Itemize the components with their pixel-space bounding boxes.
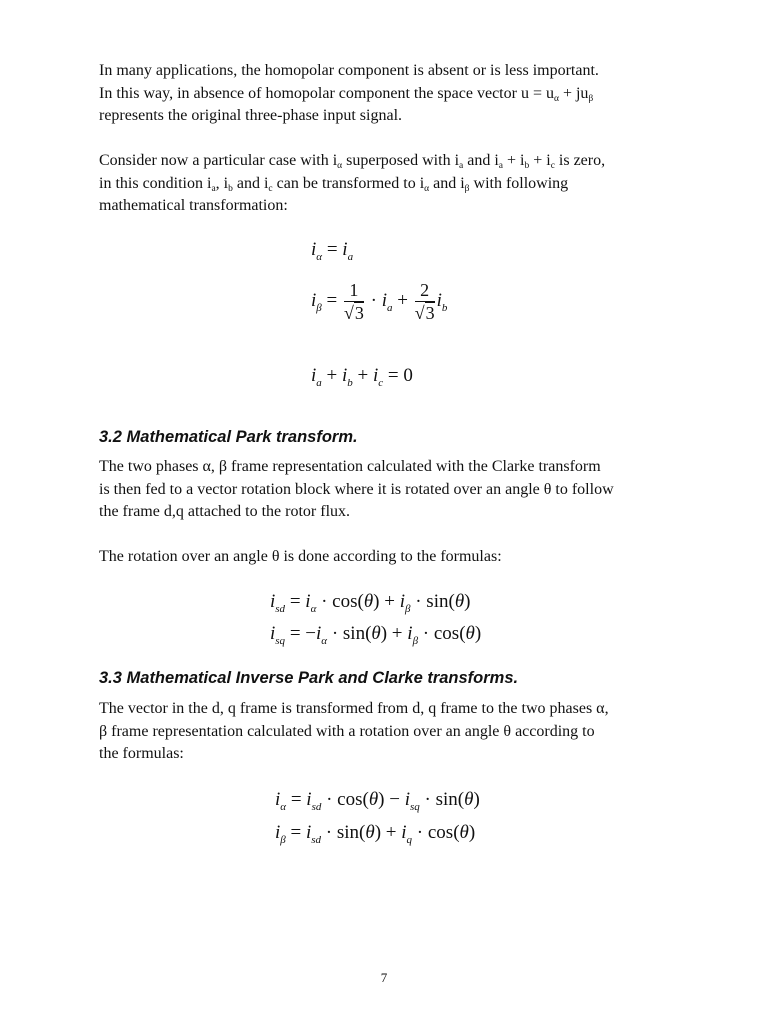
- text-line: the formulas:: [99, 745, 184, 762]
- text-line: β frame representation calculated with a rotation over an angle θ according to: [99, 722, 595, 740]
- text-line: is then fed to a vector rotation block where it is rotated over an angle θ to follow: [99, 480, 614, 498]
- text-line: represents the original three-phase input signal.: [99, 107, 403, 124]
- equation-i-beta: $i_\beta$ = $\frac{1}{√3}$ · $i_a$ + $\frac{2}{√3}$ $i_b$: [311, 280, 448, 323]
- equation-currents-sum: $i_a + i_b + i_c = 0$: [311, 365, 413, 389]
- fraction-2-over-sqrt3: $\frac{2}{√3}$: [414, 280, 435, 323]
- text-line: Consider now a particular case with $i_\alpha$ superposed with $i_a$ and $i_a + i_b + i_c$ is zero,: [99, 152, 606, 171]
- text-line: mathematical transformation:: [99, 197, 288, 214]
- sqrt-icon: √: [343, 303, 354, 323]
- section-heading-inverse: 3.3 Mathematical Inverse Park and Clarke transforms.: [99, 669, 519, 687]
- equation-inv-i-alpha: $i_\alpha = i_{sd} \cdot \cos(\theta) - i_{sq} \cdot \sin(\theta)$: [275, 789, 480, 813]
- paragraph-rotation: [99, 546, 674, 569]
- paragraph-park: [99, 456, 674, 524]
- equation-i-sq: $i_{sq} = -i_\alpha \cdot \sin(\theta) + i_\beta \cdot \cos(\theta)$: [270, 623, 482, 647]
- sqrt-icon: √: [414, 303, 425, 323]
- page-number: 7: [380, 970, 388, 985]
- text-line: In this way, in absence of homopolar component the space vector $u = u_\alpha + ju_\beta$: [99, 84, 594, 104]
- text-line: In many applications, the homopolar component is absent or is less important.: [99, 62, 599, 79]
- text-line: The vector in the d, q frame is transformed from d, q frame to the two phases α,: [99, 700, 609, 717]
- equation-inv-i-beta: $i_\beta = i_{sd} \cdot \sin(\theta) + i_q \cdot \cos(\theta)$: [275, 822, 476, 846]
- paragraph-particular-case: [99, 150, 674, 218]
- text-line: The rotation over an angle θ is done according to the formulas:: [99, 548, 502, 565]
- equation-i-alpha: $i_\alpha = i_a$: [311, 239, 354, 263]
- paragraph-inverse: [99, 698, 674, 766]
- equation-i-sd: $i_{sd} = i_\alpha \cdot \cos(\theta) + i_\beta \cdot \sin(\theta)$: [270, 591, 471, 615]
- paragraph-homopolar: [99, 60, 674, 128]
- text-line: the frame d,q attached to the rotor flux.: [99, 503, 351, 520]
- text-line: The two phases α, β frame representation calculated with the Clarke transform: [99, 458, 601, 475]
- text-line: in this condition $i_a$, $i_b$ and $i_c$ can be transformed to $i_\alpha$ and $i_\beta$ with following: [99, 174, 569, 194]
- fraction-1-over-sqrt3: $\frac{1}{√3}$: [343, 280, 364, 323]
- section-heading-park: 3.2 Mathematical Park transform.: [99, 428, 358, 446]
